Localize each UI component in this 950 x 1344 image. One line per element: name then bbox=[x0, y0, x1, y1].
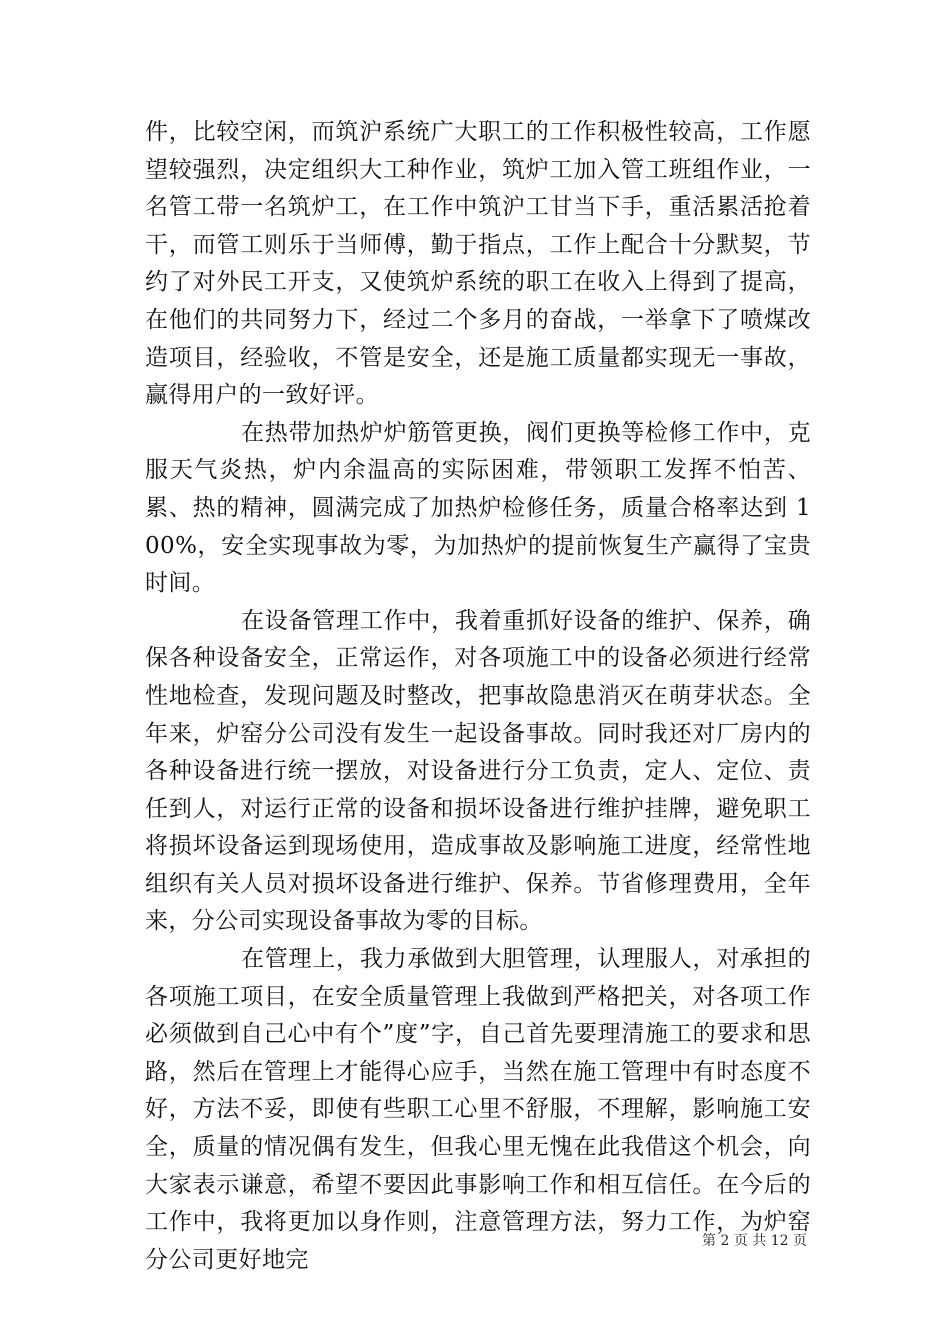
document-body bbox=[145, 114, 811, 1279]
paragraph-furnace-maintenance: 在热带加热炉炉筋管更换，阀们更换等检修工作中，克服天气炎热，炉内余温高的实际困难，带领职工发挥不怕苦、累、热的精神，圆满完成了加热炉检修任务，质量合格率达到 100%，安全实现事故为零，为加热炉的提前恢复生产赢得了宝贵时间。 bbox=[145, 419, 811, 597]
paragraph-management: 在管理上，我力承做到大胆管理，认理服人，对承担的各项施工项目，在安全质量管理上我做到严格把关，对各项工作必须做到自己心中有个”度”字，自己首先要理清施工的要求和思路，然后在管理上才能得心应手，当然在施工管理中有时态度不好，方法不妥，即使有些职工心里不舒服，不理解，影响施工安全，质量的情况偶有发生，但我心里无愧在此我借这个机会，向大家表示谦意，希望不要因此事影响工作和相互信任。在今后的工作中，我将更加以身作则，注意管理方法，努力工作，为炉窑分公司更好地完 bbox=[145, 946, 811, 1273]
paragraph-continuation: 件，比较空闲，而筑沪系统广大职工的工作积极性较高，工作愿望较强烈，决定组织大工种作业，筑炉工加入管工班组作业，一名管工带一名筑炉工，在工作中筑沪工甘当下手，重活累活抢着干，而管工则乐于当师傅，勤于指点，工作上配合十分默契，节约了对外民工开支，又使筑炉系统的职工在收入上得到了提高，在他们的共同努力下，经过二个多月的奋战，一举拿下了喷煤改造项目，经验收，不管是安全，还是施工质量都实现无一事故，赢得用户的一致好评。 bbox=[145, 119, 811, 409]
page-number-footer: 第 2 页 共 12 页 bbox=[702, 1233, 807, 1249]
paragraph-equipment-management: 在设备管理工作中，我着重抓好设备的维护、保养，确保各种设备安全，正常运作，对各项施工中的设备必须进行经常性地检查，发现问题及时整改，把事故隐患消灭在萌芽状态。全年来，炉窑分公司没有发生一起设备事故。同时我还对厂房内的各种设备进行统一摆放，对设备进行分工负责，定人、定位、责任到人，对运行正常的设备和损坏设备进行维护挂牌，避免职工将损坏设备运到现场使用，造成事故及影响施工进度，经常性地组织有关人员对损坏设备进行维护、保养。节省修理费用，全年来，分公司实现设备事故为零的目标。 bbox=[145, 607, 811, 935]
